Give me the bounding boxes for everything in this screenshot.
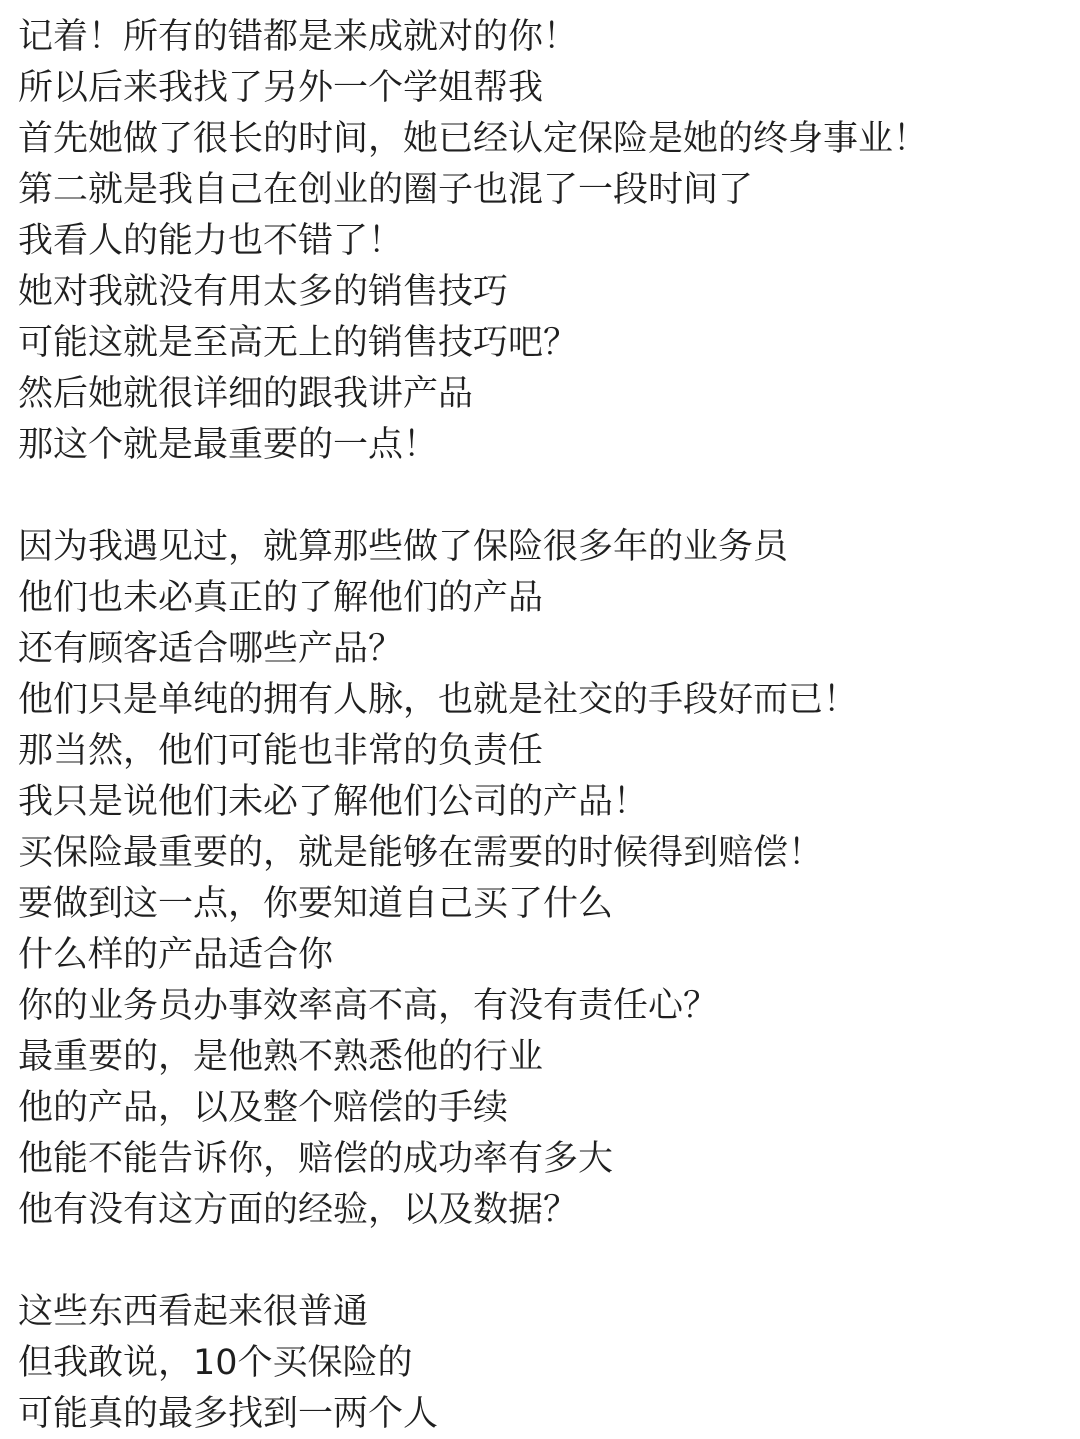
text-line: 他能不能告诉你，赔偿的成功率有多大 — [18, 1139, 614, 1179]
text-line: 首先她做了很长的时间，她已经认定保险是她的终身事业！ — [18, 119, 929, 159]
text-line: 他们也未必真正的了解他们的产品 — [18, 578, 544, 618]
text-line: 她对我就没有用太多的销售技巧 — [18, 272, 509, 312]
text-line: 什么样的产品适合你 — [18, 935, 334, 975]
text-line: 那当然，他们可能也非常的负责任 — [18, 731, 544, 771]
text-line: 然后她就很详细的跟我讲产品 — [18, 374, 474, 414]
text-line: 第二就是我自己在创业的圈子也混了一段时间了 — [18, 170, 754, 210]
text-line: 那这个就是最重要的一点！ — [18, 425, 439, 465]
note-text — [18, 12, 1068, 1439]
text-line: 这些东西看起来很普通 — [18, 1292, 369, 1332]
paragraph-gap — [18, 471, 1068, 522]
text-line: 买保险最重要的，就是能够在需要的时候得到赔偿！ — [18, 833, 824, 873]
text-line: 他们只是单纯的拥有人脉，也就是社交的手段好而已！ — [18, 680, 859, 720]
text-line: 我看人的能力也不错了！ — [18, 221, 404, 261]
text-line: 还有顾客适合哪些产品？ — [18, 629, 404, 669]
text-line: 所以后来我找了另外一个学姐帮我 — [18, 68, 544, 108]
text-line: 要做到这一点，你要知道自己买了什么 — [18, 884, 614, 924]
text-line: 最重要的，是他熟不熟悉他的行业 — [18, 1037, 544, 1077]
text-line: 但我敢说，10个买保险的 — [18, 1343, 413, 1383]
text-line: 因为我遇见过，就算那些做了保险很多年的业务员 — [18, 527, 789, 567]
text-line: 可能真的最多找到一两个人 — [18, 1394, 439, 1434]
text-line: 他有没有这方面的经验，以及数据？ — [18, 1190, 579, 1230]
text-line: 你的业务员办事效率高不高，有没有责任心？ — [18, 986, 719, 1026]
paragraph-gap — [18, 1236, 1068, 1287]
text-line: 可能这就是至高无上的销售技巧吧？ — [18, 323, 579, 363]
text-line: 他的产品，以及整个赔偿的手续 — [18, 1088, 509, 1128]
text-line: 记着！所有的错都是来成就对的你！ — [18, 17, 579, 57]
text-line: 我只是说他们未必了解他们公司的产品！ — [18, 782, 649, 822]
